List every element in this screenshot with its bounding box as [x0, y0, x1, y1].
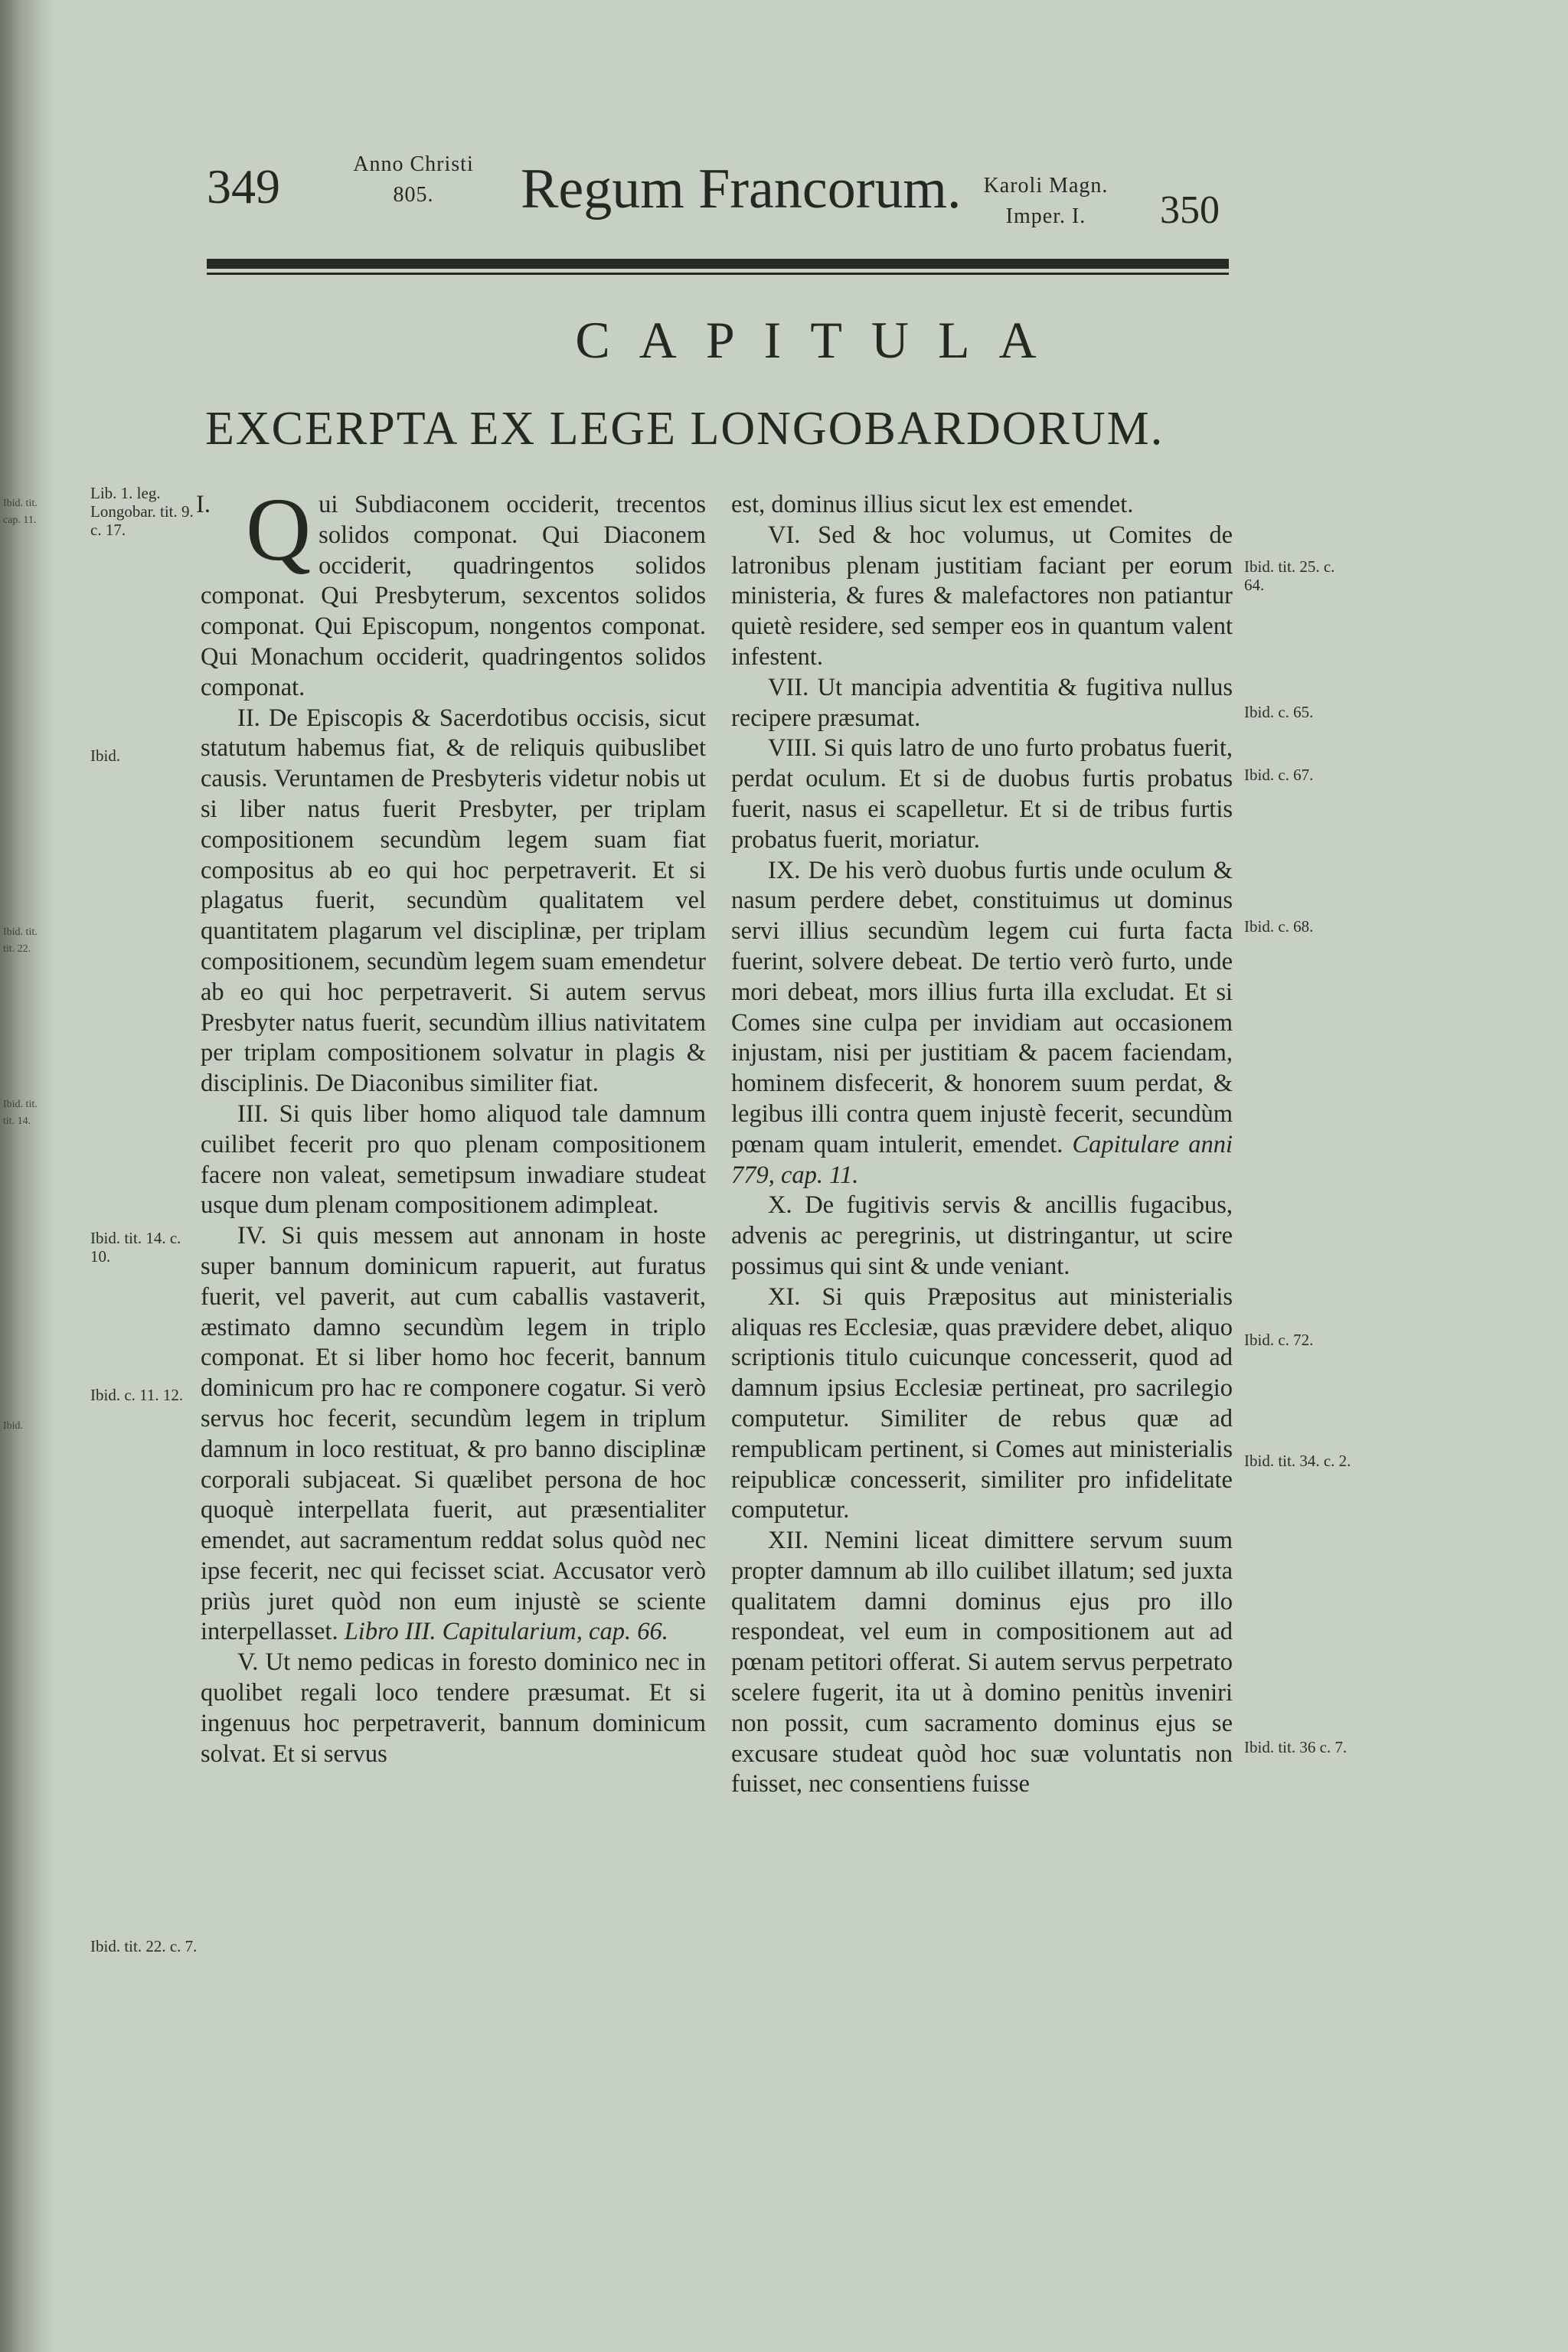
edge-note: Ibid.	[3, 1420, 24, 1432]
paragraph-4	[201, 1221, 706, 1648]
edge-note: Ibid. tit.	[3, 498, 38, 509]
margin-note-right: Ibid. c. 65.	[1244, 703, 1314, 721]
paragraph-text: ui Subdiaconem occiderit, trecentos solidos componat. Qui Diaconem occiderit, quadringentos solidos componat. Qui Presbyterum, sexcentos solidos componat. Qui Episcopum, nongentos componat. Qui Monachum occiderit, quadringentos solidos componat.	[201, 491, 706, 701]
margin-note-right: Ibid. c. 72.	[1244, 1331, 1314, 1349]
anno-christi	[314, 149, 513, 211]
page-subtitle: EXCERPTA EX LEGE LONGOBARDORUM.	[205, 403, 1165, 455]
edge-note: Ibid. tit.	[3, 926, 38, 938]
paragraph-number: I.	[196, 491, 211, 518]
paragraph-6: VI. Sed & hoc volumus, ut Comites de latronibus plenam justitiam faciant per eorum ministeria, & fures & malefactores non patiantur quietè residere, sed semper eos in quantum valent infestent.	[731, 521, 1233, 671]
paragraph-8: VIII. Si quis latro de uno furto probatus fuerit, perdat oculum. Et si de duobus furtis probatus fuerit, nasus ei scapelletur. Et si de tribus furtis probatus fuerit, moriatur.	[731, 734, 1233, 854]
running-title: Regum Francorum.	[521, 158, 962, 220]
paragraph-9	[731, 856, 1233, 1191]
drop-cap: Q	[245, 479, 312, 580]
margin-note-right: Ibid. c. 68.	[1244, 917, 1314, 936]
imper-label: Imper. I.	[1005, 204, 1086, 228]
paragraph-10: X. De fugitivis servis & ancillis fugacibus, advenis ac peregrinis, ut distringantur, ut scire possimus qui sint & unde veniant.	[731, 1191, 1233, 1280]
page-number-left: 349	[207, 159, 280, 214]
margin-note-left: Ibid.	[90, 746, 121, 765]
margin-note-right: Ibid. tit. 34. c. 2.	[1244, 1452, 1351, 1470]
page-title: CAPITULA	[575, 311, 1066, 369]
margin-note-left: Lib. 1. leg. Longobar. tit. 9. c. 17.	[90, 484, 194, 539]
karoli-magni	[946, 171, 1145, 232]
header-rule-thin	[207, 273, 1229, 275]
paragraph-12: XII. Nemini liceat dimittere servum suum propter damnum ab illo cuilibet illatum; sed juxta qualitatem damni dominus ejus pro illo respondeat, vel eum in compositionem aut ad pœnam petitori offerat. Si autem servus perpetrato scelere fugerit, ita ut à domino penitùs inveniri non possit, cum sacramento dominus ejus se excusare studeat quòd hoc suæ voluntatis non fuisset, nec consentiens fuisse	[731, 1527, 1233, 1798]
header-rule	[207, 259, 1229, 269]
paragraph-continued: est, dominus illius sicut lex est emendet.	[731, 491, 1134, 518]
margin-note-left: Ibid. c. 11. 12.	[90, 1386, 184, 1404]
paragraph-1	[196, 479, 706, 704]
anno-label: Anno Christi	[353, 152, 474, 176]
edge-note: tit. 22.	[3, 943, 31, 955]
paragraph-7: VII. Ut mancipia adventitia & fugitiva nullus recipere præsumat.	[731, 673, 1233, 732]
karoli-label: Karoli Magn.	[983, 174, 1109, 198]
margin-note-left: Ibid. tit. 14. c. 10.	[90, 1229, 181, 1266]
running-header	[0, 149, 1568, 241]
edge-note: tit. 14.	[3, 1116, 31, 1127]
margin-note-right: Ibid. tit. 36 c. 7.	[1244, 1738, 1348, 1756]
paragraph-text: IV. Si quis messem aut annonam in hoste super bannum dominicum rapuerit, aut furatus fuerit, vel paverit, aut cum caballis vastaverit, æstimato damno secundùm legem in triplo componat. Et si liber homo hoc fecerit, bannum dominicum pro hac re componere cogatur. Si verò servus hoc fecerit, secundùm legem in triplum damnum in loco restituat, & pro banno disciplinæ corporali subjaceat. Si quælibet persona de hoc quoquè interpellata fuerit, aut præsentialiter emendet, aut sacramentum reddat solus quòd nec ipse fecerit, nec qui fecisset sciat. Accusator verò priùs juret quòd non eum injustè se sciente interpellasset.	[201, 1222, 706, 1646]
paragraph-2: II. De Episcopis & Sacerdotibus occisis, sicut statutum habemus fiat, & de reliquis quibuslibet causis. Veruntamen de Presbyteris videtur nobis ut si liber natus fuerit Presbyter, per triplam compositionem secundùm legem suam fiat compositus ab eo qui hoc perpetraverit. Et si plagatus fuerit, secundùm qualitatem vel quantitatem plagarum vel disciplinæ, per triplam compositionem, secundùm legem suam emendetur ab eo qui hoc perpetraverit. Si autem servus Presbyter natus fuerit, secundùm illius nativitatem per triplam compositionem solvatur in plagis & disciplinis. De Diaconibus similiter fiat.	[201, 704, 706, 1098]
right-column	[731, 490, 1233, 1800]
source-reference: Libro III. Capitularium, cap. 66.	[344, 1618, 668, 1646]
margin-note-right: Ibid. tit. 25. c. 64.	[1244, 557, 1335, 594]
edge-note: Ibid. tit.	[3, 1099, 38, 1110]
margin-note-left: Ibid. tit. 22. c. 7.	[90, 1937, 198, 1955]
margin-note-right: Ibid. c. 67.	[1244, 766, 1314, 784]
anno-year: 805.	[393, 183, 434, 207]
paragraph-5: V. Ut nemo pedicas in foresto dominico nec in quolibet regali loco tendere præsumat. Et si ingenuus hoc perpetraverit, bannum dominicum solvat. Et si servus	[201, 1648, 706, 1768]
paragraph-11: XI. Si quis Præpositus aut ministerialis aliquas res Ecclesiæ, quas prævidere debet, aliquo scriptionis titulo cuicunque concesserit, quod ad damnum ipsius Ecclesiæ pertineat, pro sacrilegio computetur. Similiter de rebus quæ ad rempublicam pertinent, si Comes aut ministerialis reipublicæ concesserit, similiter pro infidelitate computetur.	[731, 1282, 1233, 1524]
source-reference: Capitulare anni 779, cap. 11.	[731, 1130, 1233, 1189]
left-column	[196, 479, 706, 1769]
paragraph-text: IX. De his verò duobus furtis unde oculum & nasum perdere debet, constituimus ut dominus servi illius secundùm legem cui furta facta fuerint, solvere debeat. De tertio verò furto, unde mori debeat, mors illius furta illa excludat. Et si Comes sine culpa per invidiam aut occasionem injustam, nisi per justitiam & pacem faciendam, hominem disfecerit, & honorem suum perdat, & legibus illi contra quem injustè fecerit, secundùm pœnam quam intulerit, emendet.	[731, 856, 1233, 1158]
page-number-right: 350	[1160, 188, 1220, 232]
paragraph-3: III. Si quis liber homo aliquod tale damnum cuilibet fecerit pro quo plenam compositionem facere non valeat, semetipsum inwadiare studeat usque dum plenam compositionem adimpleat.	[201, 1099, 706, 1220]
edge-note: cap. 11.	[3, 514, 37, 526]
